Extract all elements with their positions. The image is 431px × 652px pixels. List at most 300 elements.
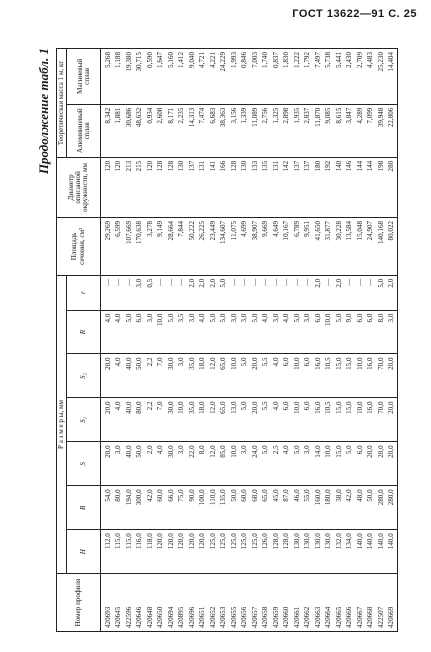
table-cell: 130: [177, 157, 188, 217]
table-cell: 80,022: [387, 217, 398, 275]
table-cell: 3,0: [387, 310, 398, 354]
table-cell: 16,0: [313, 354, 324, 398]
table-cell: 420653: [219, 574, 230, 632]
table-cell: 35,0: [187, 354, 198, 398]
table-cell: 280,0: [387, 486, 398, 530]
table-cell: 25,230: [376, 49, 387, 105]
table-cell: 132,0: [334, 530, 345, 574]
table-cell: 420660: [282, 574, 293, 632]
table-cell: 5,0: [345, 442, 356, 486]
rotated-table-container: [36, 48, 428, 632]
profiles-table: [56, 48, 398, 632]
table-cell: 0,837: [271, 49, 282, 105]
table-cell: 120,0: [187, 530, 198, 574]
table-cell: 10,0: [229, 354, 240, 398]
table-cell: 16,0: [313, 398, 324, 442]
table-row: [271, 49, 282, 632]
table-row: [313, 49, 324, 632]
table-cell: 38,0: [334, 486, 345, 530]
table-cell: 10,0: [292, 354, 303, 398]
table-cell: —: [324, 275, 335, 310]
table-cell: —: [271, 275, 282, 310]
table-cell: 280: [387, 157, 398, 217]
table-cell: 4,699: [240, 217, 251, 275]
table-cell: 0,590: [145, 49, 156, 105]
table-cell: 15,0: [334, 442, 345, 486]
table-cell: 14,313: [187, 104, 198, 157]
table-cell: —: [250, 275, 261, 310]
table-row: [187, 49, 198, 632]
table-cell: 131: [271, 157, 282, 217]
table-cell: 6,0: [366, 310, 377, 354]
table-cell: 420668: [366, 574, 377, 632]
table-cell: 48,0: [355, 486, 366, 530]
table-row: [114, 49, 125, 632]
table-cell: 134,607: [219, 217, 230, 275]
table-cell: 130,0: [324, 530, 335, 574]
table-cell: 135: [261, 157, 272, 217]
table-row: [240, 49, 251, 632]
table-cell: 40,0: [124, 442, 135, 486]
table-cell: 3,156: [229, 104, 240, 157]
table-cell: 35,0: [187, 398, 198, 442]
table-cell: 2,430: [345, 49, 356, 105]
table-cell: 9,951: [303, 217, 314, 275]
table-cell: 20,0: [250, 354, 261, 398]
table-cell: 11,870: [313, 104, 324, 157]
table-cell: 10,0: [324, 310, 335, 354]
table-cell: 120,0: [177, 530, 188, 574]
table-cell: 6,0: [282, 354, 293, 398]
table-cell: 24,229: [219, 49, 230, 105]
table-row: [292, 49, 303, 632]
table-cell: 130,0: [292, 530, 303, 574]
header-S1: S₁: [67, 398, 101, 442]
table-cell: 2,608: [156, 104, 167, 157]
table-cell: 198: [376, 157, 387, 217]
table-cell: 13,584: [345, 217, 356, 275]
table-cell: 3,0: [177, 442, 188, 486]
table-cell: —: [229, 275, 240, 310]
table-cell: 4,221: [208, 49, 219, 105]
table-cell: 0,846: [240, 49, 251, 105]
table-cell: 422507: [376, 574, 387, 632]
table-cell: 20,0: [387, 398, 398, 442]
table-cell: 65,0: [261, 486, 272, 530]
table-cell: 39,948: [376, 104, 387, 157]
table-cell: 3,0: [303, 310, 314, 354]
table-cell: —: [101, 275, 114, 310]
table-cell: 7,0: [156, 398, 167, 442]
table-cell: 2,756: [261, 104, 272, 157]
table-cell: —: [114, 275, 125, 310]
table-cell: 8,615: [334, 104, 345, 157]
table-cell: 15,0: [345, 354, 356, 398]
table-row: [334, 49, 345, 632]
header-diameter: Диаметр описанной окружности, мм: [57, 157, 101, 217]
table-cell: 38,907: [250, 217, 261, 275]
table-cell: 120: [114, 157, 125, 217]
table-cell: 19,380: [124, 49, 135, 105]
table-cell: 6,599: [114, 217, 125, 275]
table-cell: 2,709: [355, 49, 366, 105]
table-cell: 0,934: [145, 104, 156, 157]
table-cell: —: [177, 275, 188, 310]
table-cell: 120,0: [156, 530, 167, 574]
table-cell: 1,881: [114, 104, 125, 157]
table-cell: 170,638: [135, 217, 146, 275]
table-cell: 107,669: [124, 217, 135, 275]
table-cell: 120: [101, 157, 114, 217]
table-cell: 194,0: [124, 486, 135, 530]
table-cell: 10,0: [355, 354, 366, 398]
header-mass-group: Теоретическая масса 1 м, кг: [57, 49, 67, 158]
table-cell: 24,0: [250, 442, 261, 486]
table-cell: 3,847: [345, 104, 356, 157]
table-cell: 42,0: [145, 486, 156, 530]
table-cell: 30,228: [334, 217, 345, 275]
table-cell: 125,0: [240, 530, 251, 574]
table-cell: 5,268: [101, 49, 114, 105]
table-cell: 128,0: [271, 530, 282, 574]
table-cell: 420657: [250, 574, 261, 632]
table-cell: 7,099: [366, 104, 377, 157]
page-header: ГОСТ 13622—91 С. 25: [292, 8, 417, 20]
table-cell: 2,2: [145, 398, 156, 442]
table-cell: 29,269: [101, 217, 114, 275]
table-cell: 1,412: [177, 49, 188, 105]
table-cell: 3,0: [229, 310, 240, 354]
table-cell: —: [156, 275, 167, 310]
table-cell: 128: [229, 157, 240, 217]
table-cell: 280,0: [376, 486, 387, 530]
table-cell: 125,0: [250, 530, 261, 574]
table-cell: 300,0: [135, 486, 146, 530]
table-cell: 20,0: [387, 442, 398, 486]
table-cell: 3,0: [187, 310, 198, 354]
table-cell: 115,0: [124, 530, 135, 574]
table-cell: 6,0: [355, 310, 366, 354]
table-cell: 10,167: [282, 217, 293, 275]
table-cell: 5,0: [261, 442, 272, 486]
table-cell: 420669: [387, 574, 398, 632]
table-cell: 10,0: [292, 398, 303, 442]
table-cell: 5,5: [261, 398, 272, 442]
table-cell: 20,0: [101, 442, 114, 486]
table-cell: 40,0: [124, 354, 135, 398]
header-profile-number: Номер профиля: [57, 574, 101, 632]
table-cell: 6,0: [313, 310, 324, 354]
table-cell: 215: [135, 157, 146, 217]
table-cell: 48,632: [135, 104, 146, 157]
table-row: [366, 49, 377, 632]
table-cell: 9,040: [187, 49, 198, 105]
table-cell: 8,0: [376, 310, 387, 354]
header-dimensions-group: Р а з м е р ы, мм: [57, 275, 67, 573]
table-cell: 9,0: [345, 310, 356, 354]
table-cell: 4,0: [261, 310, 272, 354]
table-cell: 11,075: [229, 217, 240, 275]
table-cell: 141: [208, 157, 219, 217]
table-cell: 30,0: [166, 398, 177, 442]
table-cell: 140,0: [387, 530, 398, 574]
table-row: [355, 49, 366, 632]
table-cell: 8,0: [198, 442, 209, 486]
table-cell: 110,0: [208, 486, 219, 530]
table-cell: 2,2: [145, 354, 156, 398]
table-row: [261, 49, 272, 632]
table-cell: 30,0: [166, 442, 177, 486]
table-cell: 140: [334, 157, 345, 217]
table-row: [135, 49, 146, 632]
table-cell: 20,0: [101, 398, 114, 442]
table-cell: 10,5: [324, 354, 335, 398]
table-cell: 4,649: [271, 217, 282, 275]
table-cell: 5,0: [334, 310, 345, 354]
table-cell: 166: [219, 157, 230, 217]
table-cell: 134,0: [345, 530, 356, 574]
table-cell: 5,738: [324, 49, 335, 105]
table-cell: 30,0: [166, 354, 177, 398]
table-cell: —: [282, 275, 293, 310]
table-cell: 75,0: [177, 486, 188, 530]
table-cell: 140,168: [376, 217, 387, 275]
table-cell: 4,0: [156, 442, 167, 486]
table-cell: 40,0: [124, 398, 135, 442]
table-cell: 128,0: [282, 530, 293, 574]
header-aluminum: Алюминиевый сплав: [67, 104, 101, 157]
table-row: [345, 49, 356, 632]
table-cell: 420651: [198, 574, 209, 632]
table-cell: 54,0: [101, 486, 114, 530]
table-cell: 420661: [292, 574, 303, 632]
table-cell: 120,0: [198, 530, 209, 574]
table-cell: 70,0: [376, 354, 387, 398]
table-cell: 125,0: [219, 530, 230, 574]
table-cell: 420652: [208, 574, 219, 632]
table-cell: 20,0: [387, 354, 398, 398]
table-cell: 4,0: [198, 310, 209, 354]
table-cell: 180: [313, 157, 324, 217]
table-cell: 140,0: [376, 530, 387, 574]
table-cell: 213: [124, 157, 135, 217]
table-cell: 420665: [334, 574, 345, 632]
table-cell: 12,0: [208, 398, 219, 442]
table-cell: 133: [250, 157, 261, 217]
header-area: Площадь сечения, см²: [57, 217, 101, 275]
table-cell: 68,0: [250, 486, 261, 530]
table-cell: 5,0: [208, 310, 219, 354]
table-cell: 10,0: [355, 398, 366, 442]
table-cell: 4,0: [101, 310, 114, 354]
table-cell: 65,0: [219, 398, 230, 442]
table-cell: 50,0: [135, 354, 146, 398]
table-cell: 2,0: [208, 275, 219, 310]
table-cell: 2,235: [177, 104, 188, 157]
header-S2: S₂: [67, 354, 101, 398]
table-row: [156, 49, 167, 632]
table-cell: 65,0: [219, 354, 230, 398]
table-cell: 15,0: [334, 354, 345, 398]
table-cell: 7,0: [156, 354, 167, 398]
table-cell: 1,993: [229, 49, 240, 105]
table-cell: 7,844: [177, 217, 188, 275]
table-cell: 2,0: [198, 275, 209, 310]
table-cell: 22,806: [387, 104, 398, 157]
header-R: R: [67, 310, 101, 354]
table-cell: 420666: [345, 574, 356, 632]
table-cell: 14,404: [387, 49, 398, 105]
table-cell: 10,0: [156, 310, 167, 354]
table-cell: 160,0: [313, 486, 324, 530]
table-cell: 80,0: [114, 486, 125, 530]
table-cell: 420663: [313, 574, 324, 632]
table-cell: —: [124, 275, 135, 310]
table-cell: 18,0: [198, 354, 209, 398]
table-cell: 12,0: [208, 442, 219, 486]
table-row: [376, 49, 387, 632]
table-cell: 146: [345, 157, 356, 217]
table-cell: 4,0: [114, 398, 125, 442]
table-cell: 5,0: [124, 310, 135, 354]
table-cell: 6,0: [303, 398, 314, 442]
table-row: [145, 49, 156, 632]
table-cell: 1,792: [303, 49, 314, 105]
table-row: [177, 49, 188, 632]
table-cell: 180,0: [324, 486, 335, 530]
table-cell: 70,0: [376, 398, 387, 442]
table-cell: 45,0: [271, 486, 282, 530]
table-cell: 18,0: [198, 398, 209, 442]
table-cell: 5,441: [334, 49, 345, 105]
table-cell: 87,0: [282, 486, 293, 530]
table-cell: 5,160: [166, 49, 177, 105]
table-cell: 2,898: [282, 104, 293, 157]
table-cell: 30,715: [135, 49, 146, 105]
table-cell: 7,474: [198, 104, 209, 157]
table-cell: 144: [366, 157, 377, 217]
table-cell: 6,789: [292, 217, 303, 275]
table-cell: 15,0: [334, 398, 345, 442]
table-cell: 4,289: [355, 104, 366, 157]
table-cell: 137: [292, 157, 303, 217]
table-cell: 100,0: [198, 486, 209, 530]
table-cell: 66,0: [166, 486, 177, 530]
table-cell: 118,0: [145, 530, 156, 574]
table-cell: 2,837: [303, 104, 314, 157]
table-cell: 4,0: [282, 442, 293, 486]
table-cell: 1,935: [292, 104, 303, 157]
table-cell: 11,089: [250, 104, 261, 157]
table-cell: 20,0: [376, 442, 387, 486]
table-cell: 85,0: [219, 442, 230, 486]
table-cell: 420662: [303, 574, 314, 632]
table-cell: 1,188: [114, 49, 125, 105]
table-cell: 10,0: [229, 442, 240, 486]
table-cell: 23,449: [208, 217, 219, 275]
table-cell: 2,0: [313, 275, 324, 310]
table-cell: 2,5: [271, 442, 282, 486]
table-cell: —: [303, 275, 314, 310]
table-cell: 130,0: [303, 530, 314, 574]
table-cell: 3,5: [177, 310, 188, 354]
table-cell: 31,877: [324, 217, 335, 275]
table-cell: 125,0: [208, 530, 219, 574]
table-cell: 60,0: [156, 486, 167, 530]
table-cell: 192: [324, 157, 335, 217]
table-cell: —: [366, 275, 377, 310]
table-cell: 5,0: [166, 310, 177, 354]
table-cell: 20,0: [366, 442, 377, 486]
table-cell: 1,222: [292, 49, 303, 105]
table-cell: 126,0: [261, 530, 272, 574]
table-cell: 5,0: [376, 275, 387, 310]
table-row: [166, 49, 177, 632]
table-cell: 125,0: [229, 530, 240, 574]
table-cell: 4,0: [282, 310, 293, 354]
table-cell: 12,0: [208, 354, 219, 398]
table-cell: —: [345, 275, 356, 310]
table-cell: 2,0: [187, 275, 198, 310]
table-cell: 80,0: [135, 398, 146, 442]
table-cell: 30,686: [124, 104, 135, 157]
table-cell: 5,0: [219, 310, 230, 354]
table-cell: 137: [303, 157, 314, 217]
table-row: [387, 49, 398, 632]
table-row: [250, 49, 261, 632]
table-cell: 9,085: [324, 104, 335, 157]
table-cell: 5,0: [240, 354, 251, 398]
table-cell: —: [292, 275, 303, 310]
table-cell: 420693: [101, 574, 114, 632]
table-cell: 5,0: [240, 398, 251, 442]
table-cell: 1,740: [261, 49, 272, 105]
table-cell: 1,339: [240, 104, 251, 157]
table-cell: 420895: [177, 574, 188, 632]
table-row: [219, 49, 230, 632]
table-cell: 24,907: [366, 217, 377, 275]
table-cell: 420694: [166, 574, 177, 632]
table-cell: 10,5: [324, 398, 335, 442]
table-cell: 3,0: [145, 310, 156, 354]
table-cell: 4,0: [114, 310, 125, 354]
table-cell: 120,0: [166, 530, 177, 574]
table-cell: 4,0: [271, 398, 282, 442]
table-cell: 6,0: [282, 398, 293, 442]
table-row: [282, 49, 293, 632]
table-cell: 41,650: [313, 217, 324, 275]
table-cell: 420645: [114, 574, 125, 632]
table-cell: 0,5: [145, 275, 156, 310]
table-cell: 3,0: [271, 310, 282, 354]
table-cell: 112,0: [101, 530, 114, 574]
header-B: B: [67, 486, 101, 530]
table-cell: 46,0: [292, 486, 303, 530]
table-cell: 5,5: [261, 354, 272, 398]
table-row: [124, 49, 135, 632]
table-cell: —: [355, 275, 366, 310]
table-cell: 16,0: [366, 354, 377, 398]
table-cell: 128: [156, 157, 167, 217]
table-cell: 1,830: [282, 49, 293, 105]
table-cell: 3,0: [114, 442, 125, 486]
table-cell: 420646: [135, 574, 146, 632]
header-H: H: [67, 530, 101, 574]
table-cell: 130,0: [313, 530, 324, 574]
table-cell: 115,0: [114, 530, 125, 574]
table-cell: 5,0: [292, 310, 303, 354]
table-cell: 420656: [240, 574, 251, 632]
